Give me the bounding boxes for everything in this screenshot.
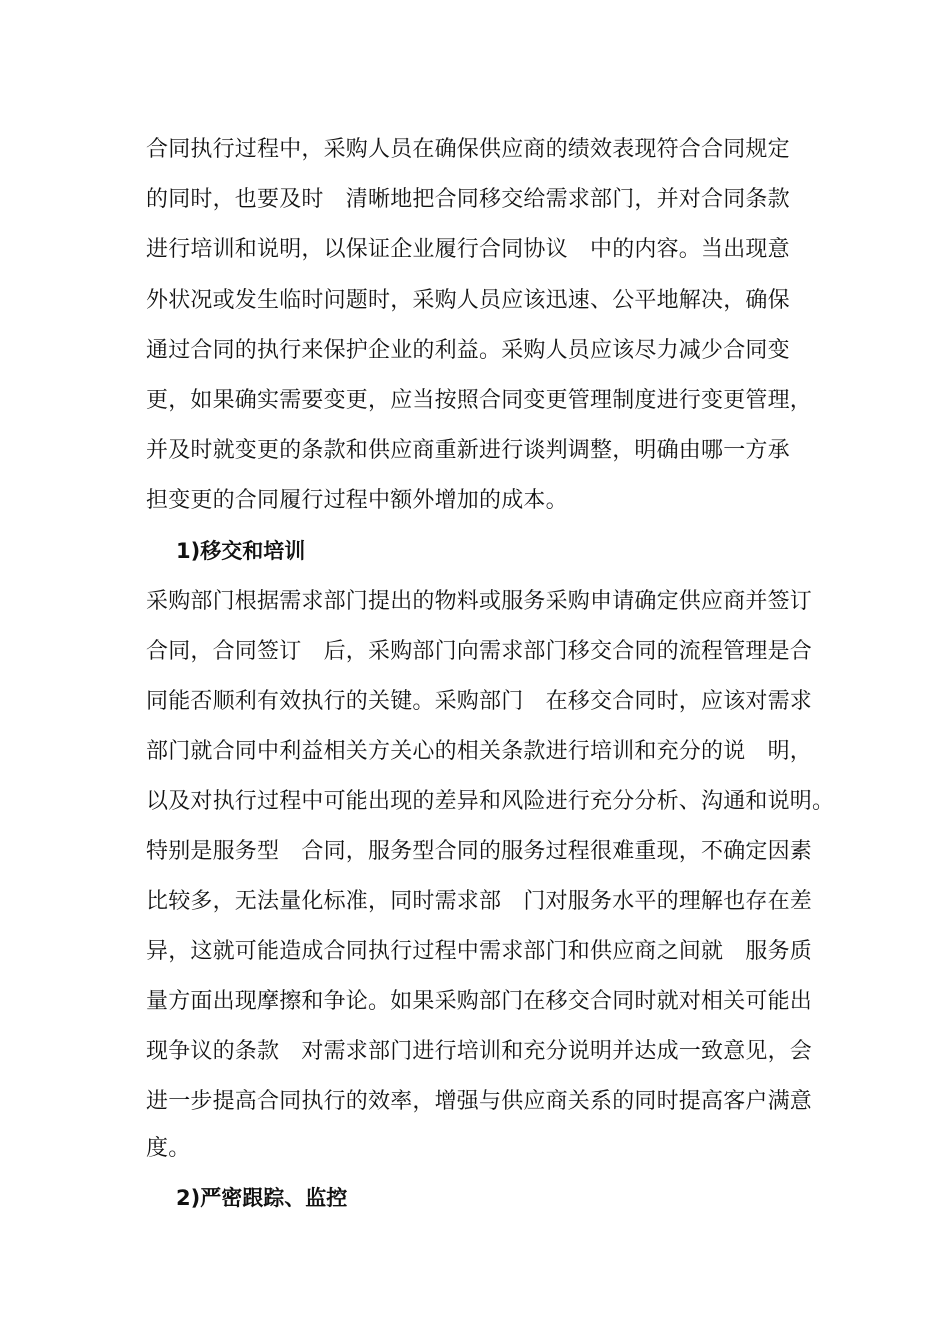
paragraph-2-line-2: 合同，合同签订 后，采购部门向需求部门移交合同的流程管理是合: [146, 639, 813, 664]
paragraph-2-line-11: 进一步提高合同执行的效率，增强与供应商关系的同时提高客户满意: [146, 1089, 813, 1114]
paragraph-2-line-1: 采购部门根据需求部门提出的物料或服务采购申请确定供应商并签订: [146, 589, 813, 614]
paragraph-2-line-4: 部门就合同中利益相关方关心的相关条款进行培训和充分的说 明，: [146, 739, 813, 764]
paragraph-2-line-12: 度。: [146, 1136, 191, 1161]
paragraph-1-line-7: 并及时就变更的条款和供应商重新进行谈判调整，明确由哪一方承: [146, 438, 790, 463]
paragraph-2-line-7: 比较多，无法量化标准，同时需求部 门对服务水平的理解也存在差: [146, 889, 813, 914]
paragraph-1-line-3: 进行培训和说明，以保证企业履行合同协议 中的内容。当出现意: [146, 237, 790, 262]
section-heading-tracking-monitoring: 2)严密跟踪、监控: [176, 1186, 348, 1210]
paragraph-1-line-1: 合同执行过程中，采购人员在确保供应商的绩效表现符合合同规定: [146, 137, 790, 162]
paragraph-2-line-3: 同能否顺利有效执行的关键。采购部门 在移交合同时，应该对需求: [146, 689, 813, 714]
paragraph-1-line-5: 通过合同的执行来保护企业的利益。采购人员应该尽力减少合同变: [146, 338, 790, 363]
paragraph-2-line-9: 量方面出现摩擦和争论。如果采购部门在移交合同时就对相关可能出: [146, 989, 813, 1014]
paragraph-1-line-2: 的同时，也要及时 清晰地把合同移交给需求部门，并对合同条款: [146, 187, 790, 212]
paragraph-1-line-4: 外状况或发生临时问题时，采购人员应该迅速、公平地解决，确保: [146, 288, 790, 313]
paragraph-1-line-6: 更，如果确实需要变更，应当按照合同变更管理制度进行变更管理，: [146, 388, 813, 413]
paragraph-2-line-10: 现争议的条款 对需求部门进行培训和充分说明并达成一致意见，会: [146, 1039, 813, 1064]
paragraph-2-line-5: 以及对执行过程中可能出现的差异和风险进行充分分析、沟通和说明。: [146, 789, 835, 814]
paragraph-1-line-8: 担变更的合同履行过程中额外增加的成本。: [146, 488, 568, 513]
section-heading-transfer-training: 1)移交和培训: [176, 539, 306, 563]
paragraph-2-line-8: 异，这就可能造成合同执行过程中需求部门和供应商之间就 服务质: [146, 939, 813, 964]
paragraph-2-line-6: 特别是服务型 合同，服务型合同的服务过程很难重现，不确定因素: [146, 839, 813, 864]
